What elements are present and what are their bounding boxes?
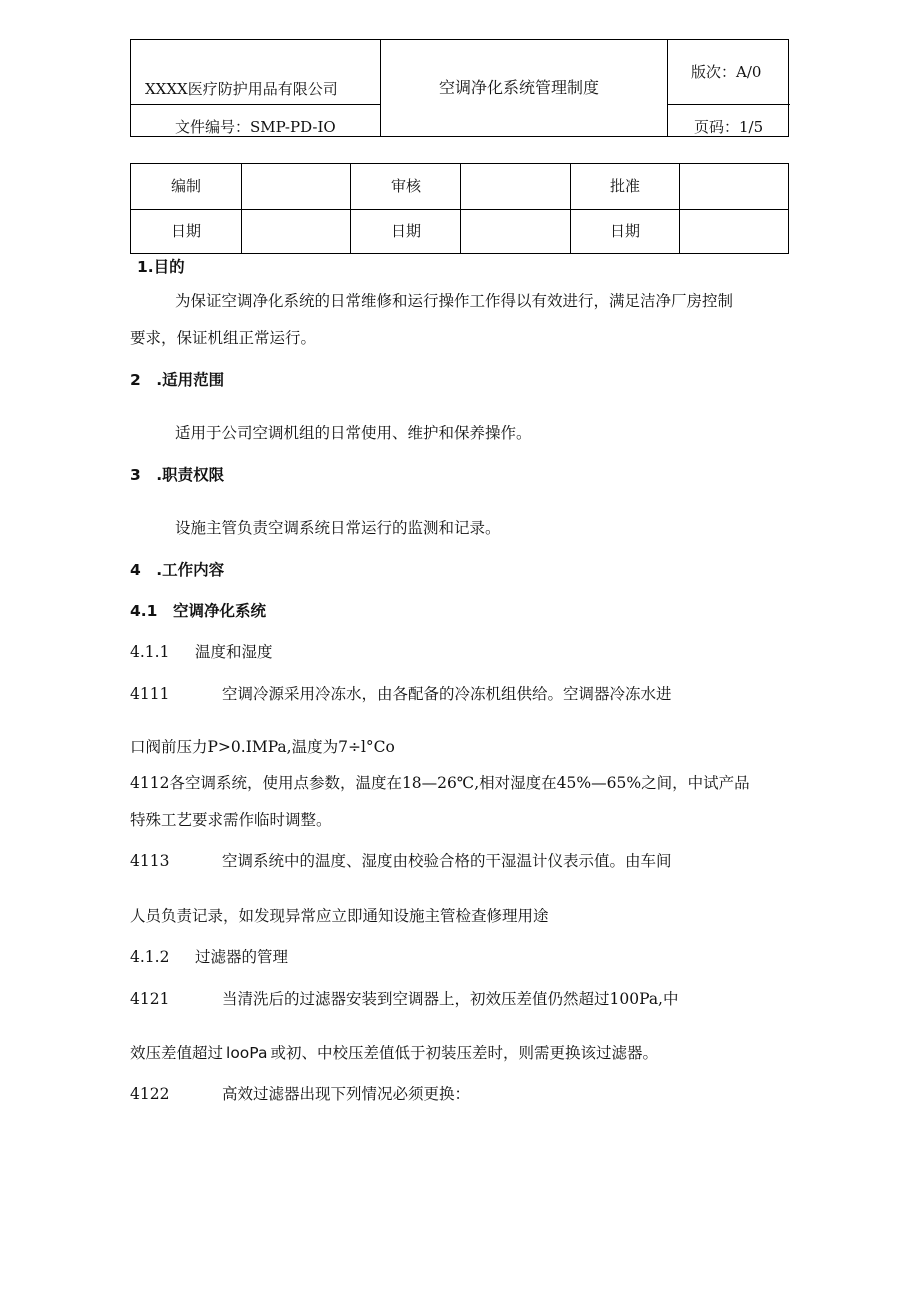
company-name: XXXX医疗防护用品有限公司 — [145, 80, 338, 98]
version-label: 版次：A/0 — [691, 63, 762, 81]
text-run: 或初、中校压差值低于初装压差时，则需更换该过滤器。 — [270, 1044, 658, 1062]
section-heading-work-content: 4 .工作内容 — [130, 561, 225, 579]
approved-by-label: 批准 — [609, 177, 640, 195]
clause-number: 4.1.2 — [130, 948, 170, 966]
document-number: 文件编号：SMP-PD-IO — [175, 118, 336, 136]
page-number: 页码：1/5 — [694, 118, 764, 136]
prepared-by-label: 编制 — [170, 177, 201, 195]
section-heading-purpose: 1.目的 — [137, 258, 185, 276]
subsection-heading-hvac: 4.1 空调净化系统 — [130, 602, 266, 620]
clause-title: 温度和湿度 — [195, 643, 273, 661]
section-heading-responsibility: 3 .职责权限 — [130, 466, 225, 484]
clause-number: 4113 — [130, 852, 170, 870]
reviewed-date-label: 日期 — [390, 222, 421, 240]
clause-title: 过滤器的管理 — [195, 948, 289, 966]
paragraph-line: 为保证空调净化系统的日常维修和运行操作工作得以有效进行，满足洁净厂房控制 — [175, 292, 734, 310]
clause-number: 4.1.1 — [130, 643, 170, 661]
paragraph-line: 设施主管负责空调系统日常运行的监测和记录。 — [175, 519, 501, 537]
text-run: 效压差值超过 — [130, 1044, 224, 1062]
clause-number: 4122 — [130, 1085, 170, 1103]
paragraph-line: 当清洗后的过滤器安装到空调器上，初效压差值仍然超过100Pa,中 — [222, 990, 679, 1008]
paragraph-line: 空调系统中的温度、湿度由校验合格的干湿温计仪表示值。由车间 — [222, 852, 672, 870]
paragraph-line: 高效过滤器出现下列情况必须更换： — [222, 1085, 471, 1103]
clause-number: 4111 — [130, 685, 170, 703]
paragraph-line — [130, 1042, 658, 1064]
paragraph-line: 特殊工艺要求需作临时调整。 — [130, 811, 332, 829]
paragraph-line: 口阀前压力P>0.IMPa,温度为7÷l°Co — [130, 738, 395, 756]
reviewed-by-label: 审核 — [390, 177, 421, 195]
document-title: 空调净化系统管理制度 — [439, 78, 600, 97]
approval-table — [130, 163, 789, 254]
approved-date-label: 日期 — [609, 222, 640, 240]
paragraph-line: 人员负责记录，如发现异常应立即通知设施主管检查修理用途 — [130, 907, 549, 925]
section-heading-scope: 2 .适用范围 — [130, 371, 225, 389]
document-header-table — [130, 39, 789, 137]
paragraph-line: 4112各空调系统，使用点参数，温度在18—26℃,相对湿度在45%—65%之间，中试产品 — [130, 774, 750, 792]
clause-number: 4121 — [130, 990, 170, 1008]
paragraph-line: 适用于公司空调机组的日常使用、维护和保养操作。 — [175, 424, 532, 442]
prepared-date-label: 日期 — [170, 222, 201, 240]
paragraph-line: 要求，保证机组正常运行。 — [130, 329, 317, 347]
text-run: looPa — [226, 1044, 268, 1062]
paragraph-line: 空调冷源采用冷冻水，由各配备的冷冻机组供给。空调器冷冻水进 — [222, 685, 672, 703]
